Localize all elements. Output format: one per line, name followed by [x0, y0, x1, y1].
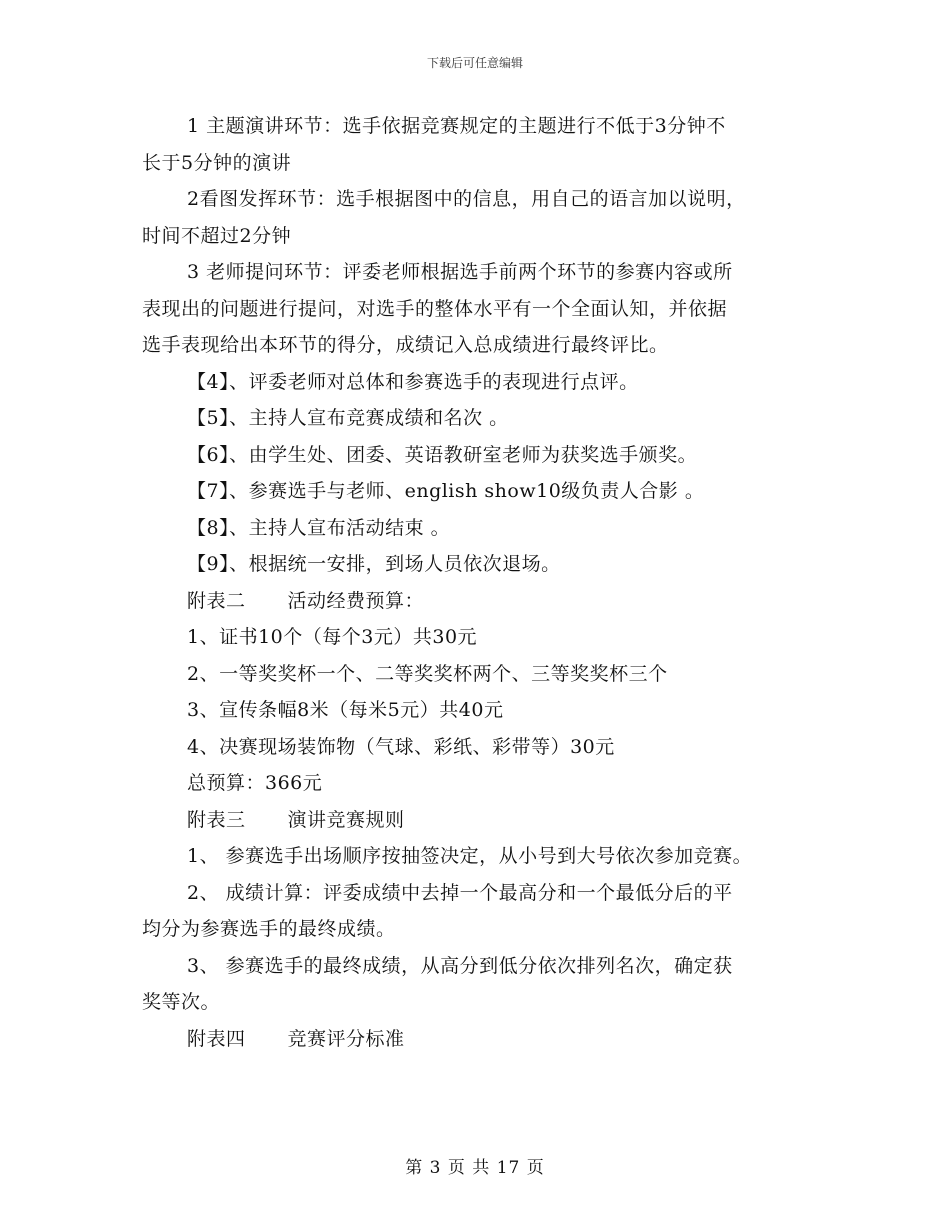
appendix-title: 竞赛评分标准: [287, 1027, 405, 1050]
document-body: [142, 108, 822, 1057]
appendix-label: 附表二: [187, 589, 246, 612]
paragraph-line: 时间不超过2分钟: [142, 224, 292, 247]
rule-item-continued: 均分为参赛选手的最终成绩。: [142, 918, 396, 940]
procedure-step: 【6】、由学生处、团委、英语教研室老师为获奖选手颁奖。: [187, 443, 698, 466]
appendix-label: 附表三: [187, 808, 246, 831]
appendix-label: 附表四: [187, 1027, 246, 1050]
rule-item: 3、 参赛选手的最终成绩，从高分到低分依次排列名次，确定获: [187, 954, 733, 977]
budget-total: 总预算：366元: [187, 772, 323, 794]
budget-item: 4、决赛现场装饰物（气球、彩纸、彩带等）30元: [187, 735, 615, 758]
rule-item: 1、 参赛选手出场顺序按抽签决定，从小号到大号依次参加竞赛。: [187, 845, 753, 867]
paragraph-line: 2看图发挥环节：选手根据图中的信息，用自己的语言加以说明，: [187, 188, 746, 210]
page-footer: 第 3 页 共 17 页: [405, 1158, 545, 1178]
paragraph-line: 选手表现给出本环节的得分，成绩记入总成绩进行最终评比。: [142, 334, 669, 356]
budget-item: 1、证书10个（每个3元）共30元: [187, 626, 478, 648]
budget-item: 2、一等奖奖杯一个、二等奖奖杯两个、三等奖奖杯三个: [187, 662, 668, 685]
appendix-title: 演讲竞赛规则: [287, 808, 405, 831]
procedure-step: 【8】、主持人宣布活动结束 。: [187, 516, 451, 539]
paragraph-line: 表现出的问题进行提问，对选手的整体水平有一个全面认知，并依据: [142, 297, 728, 320]
paragraph-line: 长于5分钟的演讲: [142, 151, 292, 174]
page-header: 下载后可任意编辑: [426, 56, 523, 70]
appendix-heading-2: [142, 583, 822, 620]
procedure-step: 【7】、参赛选手与老师、english show10级负责人合影 。: [187, 480, 705, 502]
paragraph-line: 1 主题演讲环节：选手依据竞赛规定的主题进行不低于3分钟不: [187, 115, 726, 137]
procedure-step: 【9】、根据统一安排，到场人员依次退场。: [187, 553, 561, 575]
appendix-heading-4: [142, 1021, 822, 1058]
procedure-step: 【4】、评委老师对总体和参赛选手的表现进行点评。: [187, 370, 639, 393]
procedure-step: 【5】、主持人宣布竞赛成绩和名次 。: [187, 407, 509, 429]
paragraph-line: 3 老师提问环节：评委老师根据选手前两个环节的参赛内容或所: [187, 261, 733, 283]
budget-item: 3、宣传条幅8米（每米5元）共40元: [187, 699, 504, 721]
rule-item-continued: 奖等次。: [142, 991, 221, 1013]
rule-item: 2、 成绩计算：评委成绩中去掉一个最高分和一个最低分后的平: [187, 881, 733, 904]
appendix-heading-3: [142, 802, 822, 839]
appendix-title: 活动经费预算：: [287, 589, 425, 612]
